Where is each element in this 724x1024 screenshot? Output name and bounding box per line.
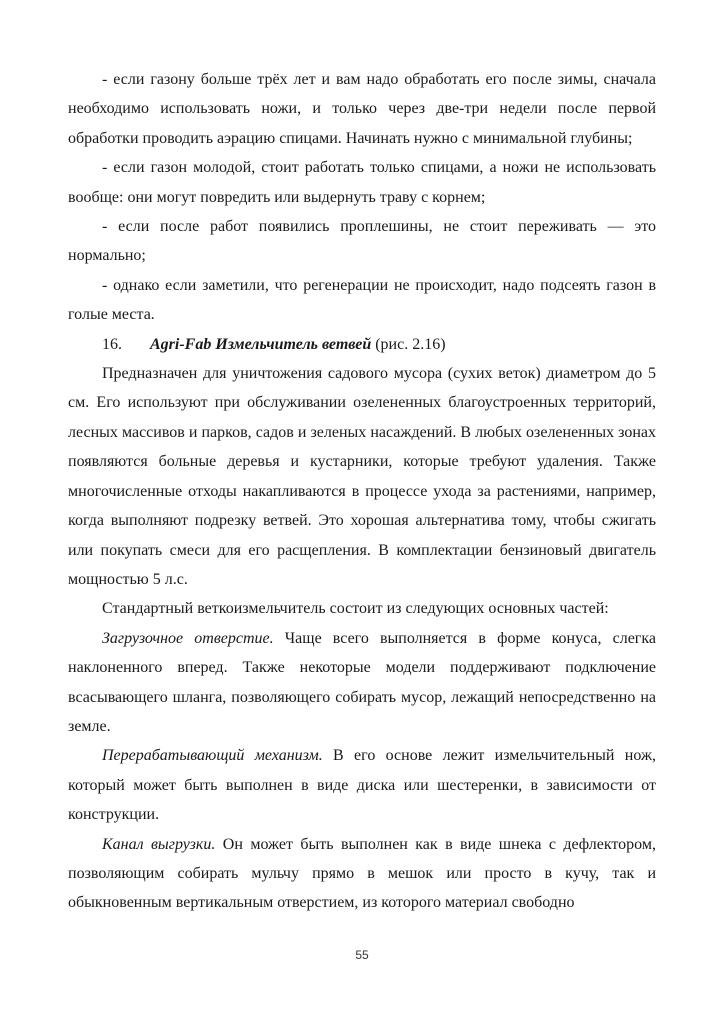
section-heading (68, 330, 656, 359)
page-number: 55 (355, 948, 369, 962)
bullet-paragraph-1: - если газону больше трёх лет и вам надо обработать его после зимы, сначала необходимо использовать ножи, и только через две-три недели после первой обработки проводить аэрацию спицами. Начинать нужно с минимальной глубины; (68, 71, 656, 147)
section-number: 16. (102, 335, 122, 353)
parts-intro-paragraph: Стандартный веткоизмельчитель состоит из следующих основных частей: (102, 600, 609, 618)
bullet-paragraph-3: - если после работ появились проплешины, не стоит переживать — это нормально; (68, 218, 656, 265)
bullet-paragraph-2: - если газон молодой, стоит работать только спицами, а ножи не использовать вообще: они могут повредить или выдернуть траву с корнем; (68, 159, 656, 206)
part-term: Загрузочное отверстие. (102, 629, 274, 647)
description-paragraph: Предназначен для уничтожения садового мусора (сухих веток) диаметром до 5 см. Его используют при обслуживании озелененных благоустроенных территорий, лесных массивов и парков, садов и зеленых насаждений. В любых озелененных зонах появляются больные деревья и кустарники, которые требуют удаления. Также многочисленные отходы накапливаются в процессе ухода за растениями, например, когда выполняют подрезку ветвей. Это хорошая альтернатива тому, чтобы сжигать или покупать смеси для его расщепления. В комплектации бензиновый двигатель мощностью 5 л.с. (68, 365, 656, 588)
page-body (68, 65, 656, 918)
section-title: Agri-Fab Измельчитель ветвей (150, 335, 372, 353)
part-processing-mechanism (68, 741, 656, 829)
part-description: В его основе лежит измельчительный нож, который может быть выполнен в виде диска или шестеренки, в зависимости от конструкции. (68, 747, 657, 824)
bullet-paragraph-4: - однако если заметили, что регенерации не происходит, надо подсеять газон в голые места. (68, 276, 656, 324)
part-loading-opening (68, 624, 656, 742)
part-description: Он может быть выполнен как в виде шнека с дефлектором, позволяющим собирать мульчу прямо в мешок или просто в кучу, так и обыкновенным вертикальным отверстием, из которого материал свободно (68, 835, 657, 912)
part-term: Перерабатывающий механизм. (102, 747, 323, 765)
part-description: Чаще всего выполняется в форме конуса, слегка наклоненного вперед. Также некоторые модели поддерживают подключение всасывающего шланга, позволяющего собирать мусор, лежащий непосредственно на земле. (68, 629, 656, 735)
figure-reference: (рис. 2.16) (371, 335, 446, 353)
part-term: Канал выгрузки. (102, 835, 216, 853)
part-discharge-channel (68, 830, 656, 918)
